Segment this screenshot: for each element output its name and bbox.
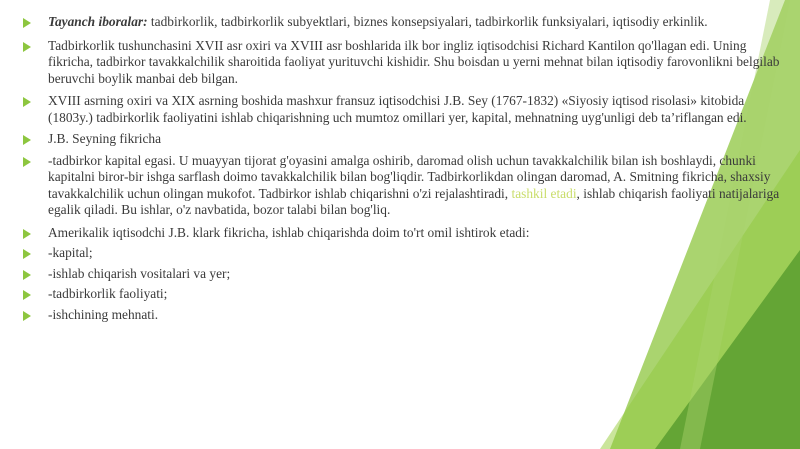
bullet-text: -kapital; [48,245,93,260]
bullet-text: -ishlab chiqarish vositalari va yer; [48,265,231,281]
triangle-bullet-icon [23,42,31,52]
bullet-text: J.B. Seyning fikricha [48,131,162,146]
keywords-label: Tayanch iboralar: [48,14,148,29]
bullet-kantilon [22,38,780,88]
bullet-text-a: -tadbirkor kapital egasi. U muayyan tijorat g'oyasini amalga oshirib, daromad olish uchun tavakkalchilik bilan ish boshlaydi, chunki kapitalni biror-bir ishga sarflash doimo tavakkalchilik bilan bog'liqdir. Tadbirkorlikdan olingan daromad, A. Smitning fikricha, shaxsiy tavakkalchilik uchun olingan mukofot. Tadbirkor ishlab chiqarishni o'zi rejalashtiradi, [48,152,771,201]
triangle-bullet-icon [23,18,31,28]
keywords-text: tadbirkorlik, tadbirkorlik subyektlari, biznes konsepsiyalari, tadbirkorlik funksiyalari, iqtisodiy erkinlik. [147,14,708,29]
triangle-bullet-icon [23,270,31,280]
inline-link[interactable]: tashkil etadi [511,185,577,201]
bullet-keywords [22,14,780,31]
bullet-labor [22,307,780,324]
triangle-bullet-icon [23,229,31,239]
bullet-klark [22,225,780,242]
bullet-entrepreneur [22,153,780,219]
bullet-sey-treatise [22,93,780,126]
triangle-bullet-icon [23,157,31,167]
triangle-bullet-icon [23,290,31,300]
bullet-text: -ishchining mehnati. [48,306,159,322]
bullet-text-b: , ishlab chiqarish faoliyati natijalariga egalik qiladi. Bu ishlar, o'z navbatida, bozor talabi bilan bog'liq. [48,185,780,217]
triangle-bullet-icon [23,311,31,321]
bullet-means [22,266,780,283]
triangle-bullet-icon [23,249,31,259]
triangle-bullet-icon [23,97,31,107]
bullet-text: Amerikalik iqtisodchi J.B. klark fikricha, ishlab chiqarishda doim to'rt omil ishtirok etadi: [48,224,530,240]
bullet-activity [22,286,780,303]
bullet-text: -tadbirkorlik faoliyati; [48,286,168,301]
bullet-capital [22,245,780,262]
bullet-list [22,14,780,323]
bullet-text: XVIII asrning oxiri va XIX asrning boshida mashxur fransuz iqtisodchisi J.B. Sey (1767-1832) «Siyosiy iqtisod risolasi» kitobida (1803y.) tadbirkorlik faoliyatini ishlab chiqarishning uch mumtoz omillari yer, kapital, mehnatning uyg'unligi deb ta’riflangan edi. [48,93,747,125]
triangle-bullet-icon [23,135,31,145]
bullet-sey-opinion [22,131,780,148]
bullet-text: Tadbirkorlik tushunchasini XVII asr oxiri va XVIII asr boshlarida ilk bor ingliz iqtisodchisi Richard Kantilon qo'llagan edi. Uning fikricha, tadbirkor tavakkalchilik sharoitida faoliyat yurituvchi kishidir. Shu boisdan u yerni mehnat bilan iqtisodiy farovonlikni belgilab beruvchi boylik manbai deb bilgan. [48,37,780,86]
